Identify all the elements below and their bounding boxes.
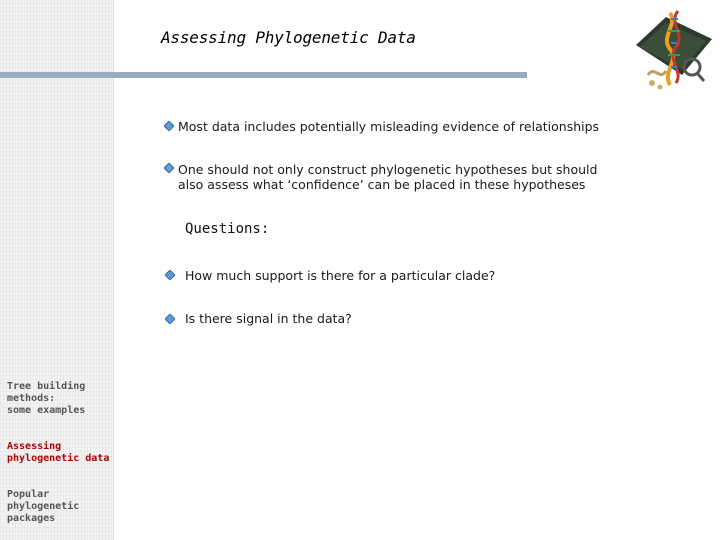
sidebar (0, 0, 114, 540)
bullet-diamond-icon (164, 163, 174, 173)
sidebar-item-popular-packages[interactable]: Popular phylogenetic packages (7, 489, 80, 524)
page-title: Assessing Phylogenetic Data (161, 28, 416, 47)
bullet-text: Most data includes potentially misleading evidence of relationships (178, 119, 600, 134)
title-divider (0, 72, 527, 78)
bullet-diamond-icon (165, 270, 175, 280)
bullet-diamond-icon (164, 121, 174, 131)
question-item: Is there signal in the data? (185, 311, 352, 326)
questions-label: Questions: (185, 221, 270, 237)
bullet-text: One should not only construct phylogenetic hypotheses but should also assess what ‘confidence’ can be placed in these hypotheses (178, 162, 598, 192)
sidebar-item-assessing-phylogenetic-data[interactable]: Assessing phylogenetic data (7, 441, 110, 464)
sidebar-item-tree-building[interactable]: Tree building methods: some examples (7, 381, 86, 416)
bullet-diamond-icon (165, 314, 175, 324)
question-item: How much support is there for a particular clade? (185, 268, 496, 283)
dna-logo-icon (630, 5, 718, 95)
